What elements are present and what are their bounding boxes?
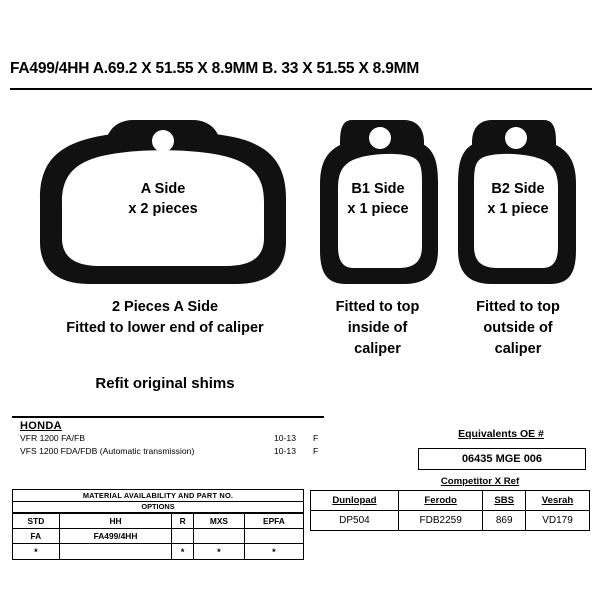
fitment-years: 10-13 [274,446,296,456]
caption-b2-line1: Fitted to top [476,299,560,315]
material-avail-std: * [13,544,59,560]
pad-b1-line2: x 1 piece [347,200,409,217]
pad-b2-line1: B2 Side [491,181,545,197]
fitment-row [12,446,324,459]
fitment-model: VFS 1200 FDA/FDB (Automatic transmission) [20,446,195,456]
material-part-std: FA [13,529,59,544]
material-col-epfa: EPFA [244,514,303,529]
pad-b1-label [312,180,444,219]
competitor-col-sbs: SBS [483,491,526,511]
refit-shims-note: Refit original shims [95,375,235,392]
material-part-mxs [194,529,245,544]
material-part-hh: FA499/4HH [59,529,171,544]
material-availability-table [12,489,304,560]
competitor-val-vesrah: VD179 [542,515,573,526]
caption-b2-line3: caliper [494,341,542,358]
material-col-hh: HH [59,514,171,529]
fitment-table [12,416,324,459]
equivalents-value: 06435 MGE 006 [418,448,586,470]
pad-a-line2: x 2 pieces [128,200,198,217]
fitment-model: VFR 1200 FA/FB [20,433,85,443]
fitment-code: F [313,433,319,443]
table-row [13,529,303,544]
competitor-col-dunlopad: Dunlopad [311,491,398,511]
pad-b2-line2: x 1 piece [487,200,549,217]
pad-b2-shape [452,110,584,290]
fitment-code: F [313,446,319,456]
caption-b1-line3: caliper [354,341,401,358]
equivalents-title: Equivalents OE # [458,428,544,440]
pad-diagrams [0,100,600,290]
table-row [311,491,589,511]
material-options-label: OPTIONS [13,502,303,513]
pad-a-label [28,180,298,219]
material-avail-r: * [172,544,194,560]
competitor-val-sbs: 869 [483,511,526,531]
caption-a-line2: Fitted to lower end of caliper [66,320,264,337]
material-table-header: MATERIAL AVAILABILITY AND PART NO. [13,490,303,502]
material-avail-mxs: * [194,544,245,560]
table-row [13,544,303,560]
material-col-std: STD [13,514,59,529]
caption-b2-side [448,297,588,360]
pad-a-shape [28,110,298,290]
fitment-row [12,433,324,446]
material-col-mxs: MXS [194,514,245,529]
fitment-years: 10-13 [274,433,296,443]
material-avail-hh [59,544,171,560]
pad-b1-shape [312,110,444,290]
material-avail-epfa: * [244,544,303,560]
table-row [311,511,589,531]
material-part-epfa [244,529,303,544]
competitor-val-dunlopad: DP504 [311,511,398,531]
fitment-make: HONDA [20,420,62,432]
competitor-ref-table [310,490,590,531]
page-title: FA499/4HH A.69.2 X 51.55 X 8.9MM B. 33 X 51.55 X 8.9MM [10,60,420,77]
table-row [13,514,303,529]
title-divider [10,88,592,90]
caption-b1-side [310,297,445,360]
competitor-col-ferodo: Ferodo [398,491,483,511]
competitor-val-ferodo: FDB2259 [398,511,483,531]
pad-a-line1: A Side [140,181,186,197]
caption-a-side [20,297,310,339]
pad-b1-line1: B1 Side [351,181,405,197]
material-col-r: R [172,514,194,529]
material-part-r [172,529,194,544]
competitor-ref-title: Competitor X Ref [440,476,520,487]
competitor-col-vesrah: Vesrah [525,491,589,511]
pad-b2-label [452,180,584,219]
caption-a-line1: 2 Pieces A Side [111,299,219,315]
caption-b1-line2: inside of [347,320,408,337]
caption-b2-line2: outside of [483,320,553,337]
caption-b1-line1: Fitted to top [335,299,420,315]
